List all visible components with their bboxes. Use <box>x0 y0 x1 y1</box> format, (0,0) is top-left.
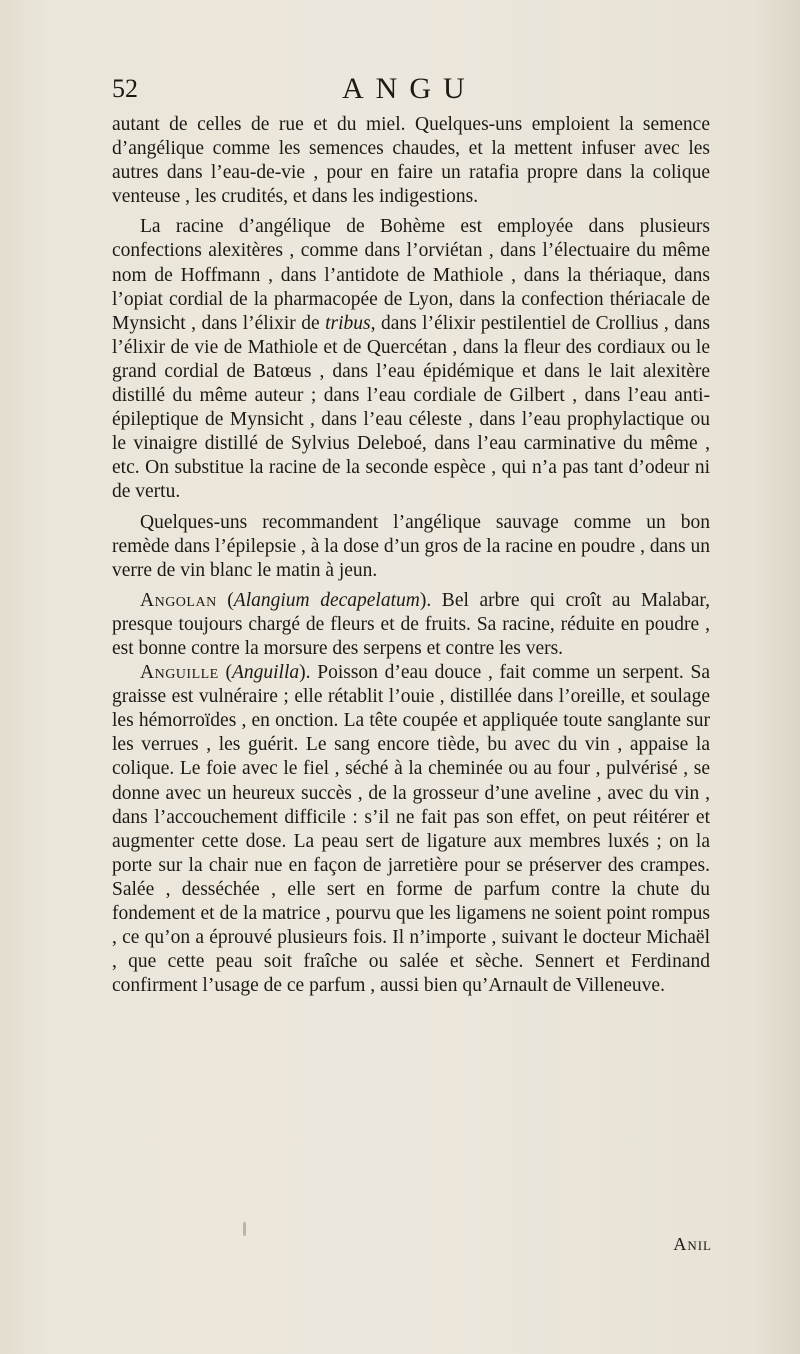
paragraph-continuation: autant de celles de rue et du miel. Quelques-uns emploient la semence d’angélique comme les semences chaudes, et la mettent infuser avec les autres dans l’eau-de-vie , pour en faire un ratafia propre dans la colique venteuse , les crudités, et dans les indigestions. <box>112 114 710 208</box>
entry-text: . Poisson d’eau douce , fait comme un serpent. Sa graisse est vulnéraire ; elle rétablit l’ouie , distillée dans l’oreille, et soulage les hémorroïdes , en onction. La tête coupée et appliquée toute sanglante sur les verrues , les guérit. Le sang encore tiède, bu avec du vin , appaise la colique. Le foie avec le fiel , séché à la cheminée ou au four , pulvérisé , se donne avec un heureux succès , de la grosseur d’une aveline , avec du vin , dans l’accouchement difficile : s’il ne fait pas son effet, on peut réitérer et augmenter cette dose. La peau sert de ligature aux membres luxés ; on la porte sur la chair nue en façon de jarretière pour se préserver des crampes. Salée , desséchée , elle sert en forme de parfum contre la chute du fondement et de la matrice , pourvu que les ligamens ne soient point rompus , ce qu’on a éprouvé plusieurs fois. Il n’importe , suivant le docteur Michaël , que cette peau soit fraîche ou salée et sèche. Sennert et Ferdinand confirment l’usage de ce parfum , aussi bien qu’Arnault de Villeneuve. <box>112 662 710 997</box>
italic-term: tribus <box>325 312 371 334</box>
entry-text: . Bel arbre qui croît au Malabar, presque toujours chargé de fleurs et de fruits. Sa racine, réduite en poudre , est bonne contre la morsure des serpens et contre les vers. <box>112 589 711 659</box>
catchword: Anil <box>673 1234 712 1254</box>
body-text <box>112 113 710 998</box>
entry-latin-name: Alangium decapelatum <box>233 589 420 611</box>
entry-angolan: Angolan (Alangium decapelatum). Bel arbre qui croît au Malabar, presque toujours chargé de fleurs et de fruits. Sa racine, réduite en poudre , est bonne contre la morsure des serpens et contre les vers. <box>112 589 711 659</box>
entry-anguille: Anguille (Anguilla). Poisson d’eau douce , fait comme un serpent. Sa graisse est vulnéraire ; elle rétablit l’ouie , distillée dans l’oreille, et soulage les hémorroïdes , en onction. La tête coupée et appliquée toute sanglante sur les verrues , les guérit. Le sang encore tiède, bu avec du vin , appaise la colique. Le foie avec le fiel , séché à la cheminée ou au four , pulvérisé , se donne avec un heureux succès , de la grosseur d’une aveline , avec du vin , dans l’accouchement difficile : s’il ne fait pas son effet, on peut réitérer et augmenter cette dose. La peau sert de ligature aux membres luxés ; on la porte sur la chair nue en façon de jarretière pour se préserver des crampes. Salée , desséchée , elle sert en forme de parfum contre la chute du fondement et de la matrice , pourvu que les ligamens ne soient point rompus , ce qu’on a éprouvé plusieurs fois. Il n’importe , suivant le docteur Michaël , que cette peau soit fraîche ou salée et sèche. Sennert et Ferdinand confirment l’usage de ce parfum , aussi bien qu’Arnault de Villeneuve. <box>112 662 710 997</box>
entry-headword: Angolan <box>140 589 217 611</box>
paragraph-angelica-root <box>112 215 710 504</box>
entry-headword: Anguille <box>140 662 219 684</box>
paper-speck <box>243 1222 246 1236</box>
running-head: ANGU <box>342 72 477 105</box>
paragraph-text: La racine d’angélique de Bohème est employée dans plusieurs confections alexitères , comme dans l’orviétan , dans l’électuaire du même nom de Hoffmann , dans l’antidote de Mathiole , dans la thériaque, dans l’opiat cordial de la pharmacopée de Lyon, dans la confection thériacale de Mynsicht , dans l’élixir de <box>112 216 710 334</box>
paragraph-text: , dans l’élixir pestilentiel de Crollius , dans l’élixir de vie de Mathiole et de Quercétan , dans la fleur des cordiaux ou le grand cordial de Batœus , dans l’eau épidémique et dans le lait alexitère distillé du même auteur ; dans l’eau cordiale de Gilbert , dans l’eau anti-épileptique de Mynsicht , dans l’eau céleste , dans l’eau prophylactique ou le vinaigre distillé de Sylvius Deleboé, dans l’eau carminative du même , etc. On substitue la racine de la seconde espèce , qui n’a pas tant d’odeur ni de vertu. <box>112 312 710 503</box>
entry-latin-name: Anguilla <box>231 662 300 684</box>
page-number: 52 <box>112 74 138 103</box>
page-header <box>112 72 717 112</box>
paragraph-wild-angelica: Quelques-uns recommandent l’angélique sauvage comme un bon remède dans l’épilepsie , à la dose d’un gros de la racine en poudre , dans un verre de vin blanc le matin à jeun. <box>112 511 710 581</box>
